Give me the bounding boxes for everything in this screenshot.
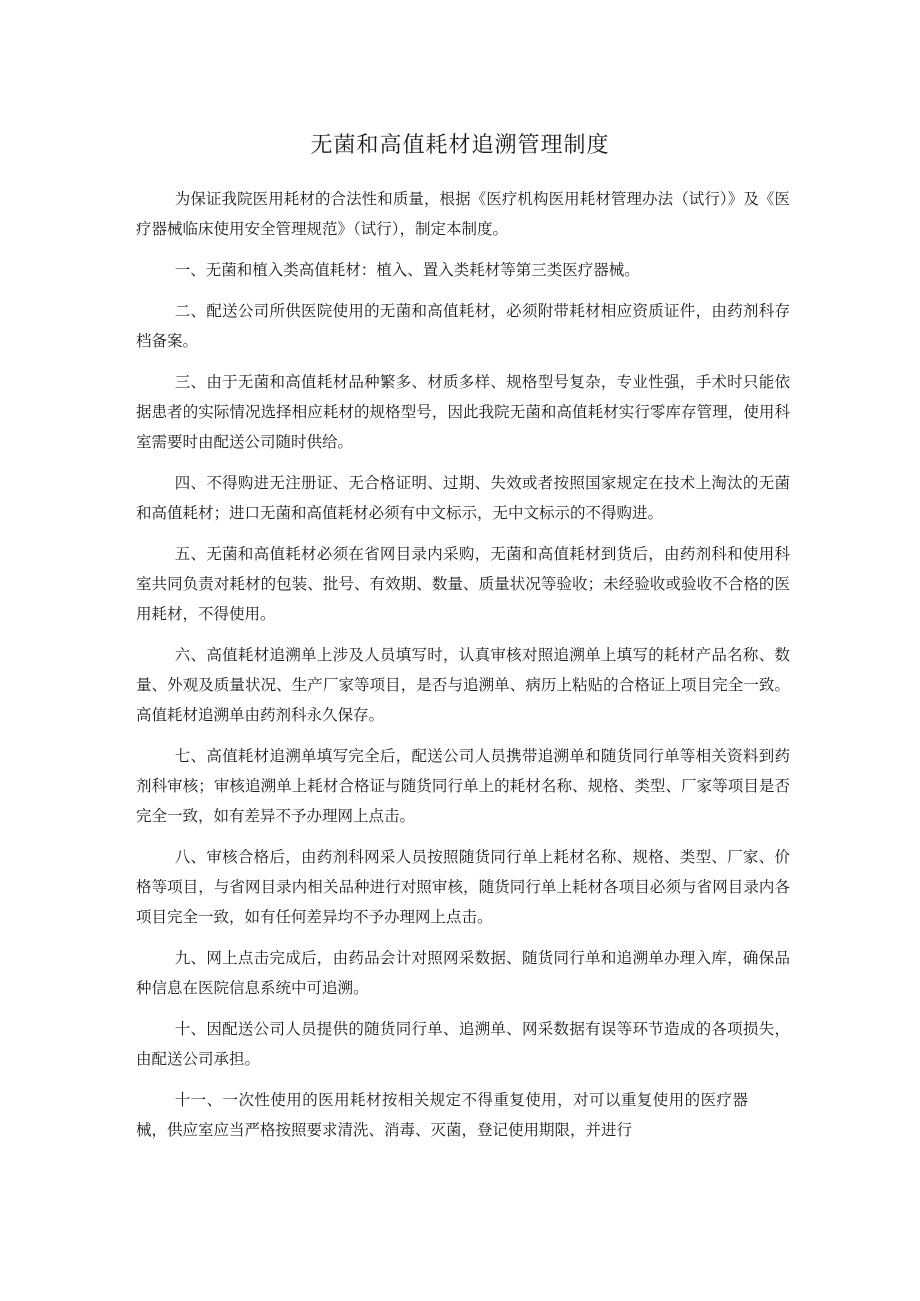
- paragraph-7: 七、高值耗材追溯单填写完全后，配送公司人员携带追溯单和随货同行单等相关资料到药剂科审核；审核追溯单上耗材合格证与随货同行单上的耗材名称、规格、类型、厂家等项目是否完全一致，如有差异不予办理网上点击。: [136, 747, 790, 825]
- paragraph-3: 三、由于无菌和高值耗材品种繁多、材质多样、规格型号复杂，专业性强，手术时只能依据患者的实际情况选择相应耗材的规格型号，因此我院无菌和高值耗材实行零库存管理，使用科室需要时由配送公司随时供给。: [136, 373, 790, 451]
- document-title: 无菌和高值耗材追溯管理制度: [310, 133, 610, 158]
- paragraph-10: 十、因配送公司人员提供的随货同行单、追溯单、网采数据有误等环节造成的各项损失，由配送公司承担。: [136, 1020, 790, 1068]
- paragraph-8: 八、审核合格后，由药剂科网采人员按照随货同行单上耗材名称、规格、类型、厂家、价格等项目，与省网目录内相关品种进行对照审核，随货同行单上耗材各项目必须与省网目录内各项目完全一致，如有任何差异均不予办理网上点击。: [136, 848, 790, 926]
- paragraph-intro: 为保证我院医用耗材的合法性和质量，根据《医疗机构医用耗材管理办法（试行）》及《医疗器械临床使用安全管理规范》（试行），制定本制度。: [136, 190, 790, 238]
- paragraph-6: 六、高值耗材追溯单上涉及人员填写时，认真审核对照追溯单上填写的耗材产品名称、数量、外观及质量状况、生产厂家等项目，是否与追溯单、病历上粘贴的合格证上项目完全一致。高值耗材追溯单由药剂科永久保存。: [136, 646, 790, 724]
- document-body: [136, 184, 790, 1156]
- paragraph-1: 一、无菌和植入类高值耗材：植入、置入类耗材等第三类医疗器械。: [174, 261, 640, 279]
- paragraph-2: 二、配送公司所供医院使用的无菌和高值耗材，必须附带耗材相应资质证件，由药剂科存档备案。: [136, 302, 790, 350]
- paragraph-4: 四、不得购进无注册证、无合格证明、过期、失效或者按照国家规定在技术上淘汰的无菌和高值耗材；进口无菌和高值耗材必须有中文标示，无中文标示的不得购进。: [136, 474, 790, 522]
- paragraph-11: 十一、一次性使用的医用耗材按相关规定不得重复使用，对可以重复使用的医疗器械，供应室应当严格按照要求清洗、消毒、灭菌，登记使用期限，并进行: [136, 1091, 748, 1139]
- paragraph-5: 五、无菌和高值耗材必须在省网目录内采购，无菌和高值耗材到货后，由药剂科和使用科室共同负责对耗材的包装、批号、有效期、数量、质量状况等验收；未经验收或验收不合格的医用耗材，不得使用。: [136, 545, 790, 623]
- paragraph-9: 九、网上点击完成后，由药品会计对照网采数据、随货同行单和追溯单办理入库，确保品种信息在医院信息系统中可追溯。: [136, 949, 790, 997]
